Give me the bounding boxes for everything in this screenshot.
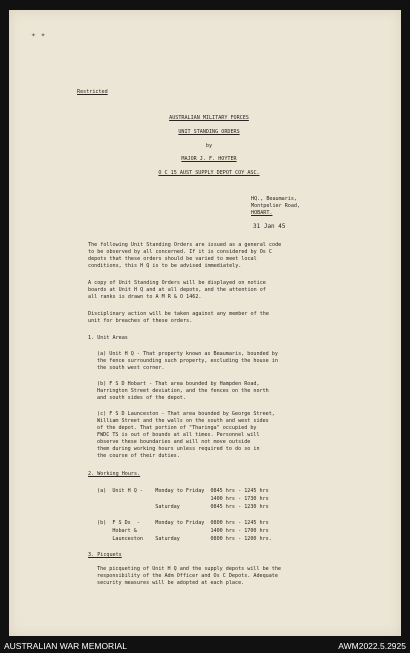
- title-line-3: by: [205, 143, 213, 149]
- text-line: Harrington Street deviation, and the fences on the north: [97, 388, 269, 394]
- text-line: and south sides of the depot.: [97, 395, 186, 401]
- document-page: [9, 10, 401, 636]
- text-line: responsibility of the Adm Officer and Os C Depots. Adequate: [97, 573, 278, 579]
- text-line: Launceston Saturday 0800 hrs - 1200 hrs.: [97, 536, 272, 542]
- footer-institution: AUSTRALIAN WAR MEMORIAL: [4, 641, 127, 651]
- text-line: the south west corner.: [97, 365, 165, 371]
- address-line-1: HQ., Beaumaris,: [251, 196, 298, 202]
- text-line: (c) F S D Launceston - That area bounded by George Street,: [97, 411, 275, 417]
- text-line: to be observed by all concerned. If it is considered by Os C: [88, 249, 273, 255]
- text-line: The picqueting of Unit H Q and the supply depots will be the: [97, 566, 282, 572]
- footer-accession-number: AWM2022.5.2925: [338, 641, 406, 651]
- title-line-5: O C 15 AUST SUPPLY DEPOT COY ASC.: [158, 170, 260, 176]
- text-line: Hobart & 1400 hrs - 1700 hrs: [97, 528, 269, 534]
- section-title: 3. Picquets: [88, 552, 122, 558]
- title-line-4: MAJOR J. F. HOYTER: [181, 156, 237, 162]
- text-line: FWDC TS is out of bounds at all times. Personnel will: [97, 432, 260, 438]
- text-line: of the depot. That portion of "Tharinga" occupied by: [97, 425, 257, 431]
- text-line: all ranks is drawn to A M R & O 1462.: [88, 294, 202, 300]
- text-line: Saturday 0845 hrs - 1230 hrs: [97, 504, 269, 510]
- document-date: 31 Jan 45: [253, 223, 286, 230]
- text-line: depots that these orders should be varied to meet local: [88, 256, 257, 262]
- text-line: boards at Unit H Q and at all depots, and the attention of: [88, 287, 266, 293]
- text-line: Disciplinary action will be taken against any member of the: [88, 311, 269, 317]
- address-line-2: Montpelier Road,: [251, 203, 301, 209]
- title-line-1: AUSTRALIAN MILITARY FORCES: [169, 115, 249, 121]
- text-line: The following Unit Standing Orders are issued as a general code: [88, 242, 282, 248]
- text-line: A copy of Unit Standing Orders will be displayed on notice: [88, 280, 266, 286]
- archive-footer: [0, 638, 410, 653]
- text-line: William Street and the walls on the south and west sides: [97, 418, 269, 424]
- text-line: observe these boundaries and will not move outside: [97, 439, 251, 445]
- text-line: (a) Unit H Q - Monday to Friday 0845 hrs - 1245 hrs: [97, 488, 269, 494]
- text-line: conditions, this H Q is to be advised immediately.: [88, 263, 242, 269]
- text-line: (b) F S D Hobart - That area bounded by Hampden Road,: [97, 381, 260, 387]
- text-line: 1400 hrs - 1730 hrs: [97, 496, 269, 502]
- address-line-3: HOBART.: [251, 210, 273, 216]
- text-line: (b) F S Ds - Monday to Friday 0800 hrs - 1245 hrs: [97, 520, 269, 526]
- section-title: 1. Unit Areas: [88, 335, 128, 341]
- corner-marks: ✦ ✦: [31, 30, 46, 39]
- section-title: 2. Working Hours.: [88, 471, 141, 477]
- text-line: (a) Unit H Q - That property known as Beaumaris, bounded by: [97, 351, 278, 357]
- title-line-2: UNIT STANDING ORDERS: [178, 129, 240, 135]
- text-line: the fence surrounding such property, excluding the house in: [97, 358, 278, 364]
- text-line: unit for breaches of these orders.: [88, 318, 193, 324]
- classification: Restricted: [77, 89, 108, 95]
- text-line: security measures will be adopted at each place.: [97, 580, 245, 586]
- text-line: the course of their duties.: [97, 453, 180, 459]
- text-line: them during working hours unless required to do so in: [97, 446, 260, 452]
